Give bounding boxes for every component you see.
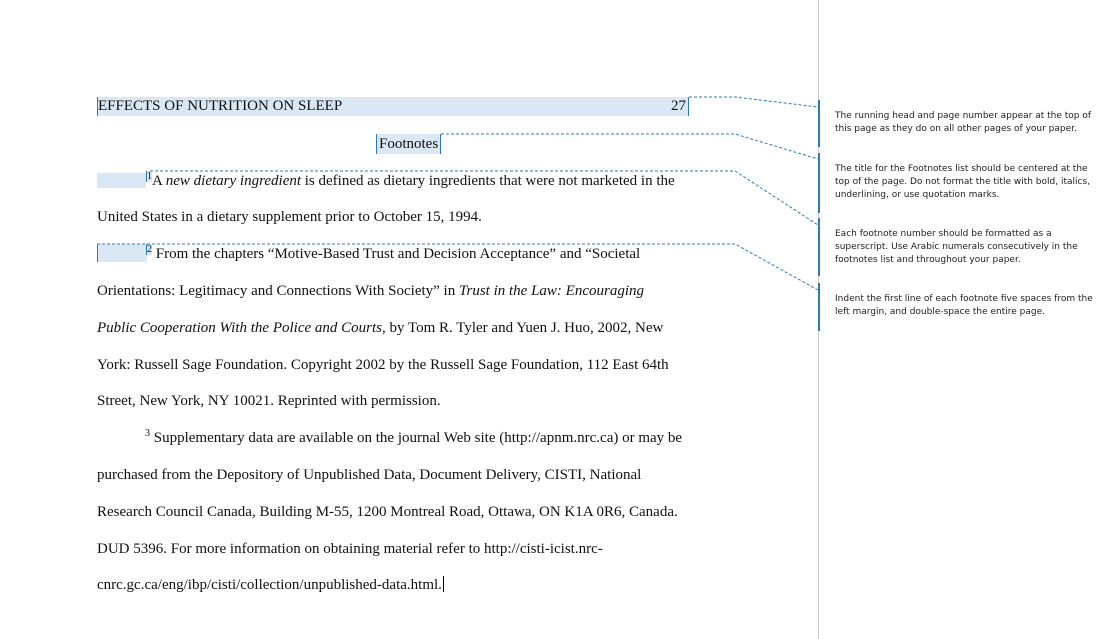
footnote-3-line-1[interactable] (145, 429, 682, 447)
footnote-3-line-4[interactable]: DUD 5396. For more information on obtaining material refer to http://cisti-icist.nrc- (97, 541, 603, 557)
footnote-1-number: 1 (147, 171, 152, 182)
footnote-1-line-1[interactable] (146, 172, 675, 190)
footnote-1-line-2[interactable]: United States in a dietary supplement prior to October 15, 1994. (97, 209, 482, 225)
footnote-1-italic: new dietary ingredient (165, 173, 302, 189)
comment-4-text: Indent the first line of each footnote five spaces from the left margin, and double-space the entire page. (835, 294, 1093, 317)
page-number[interactable]: 27 (671, 98, 686, 114)
comment-superscript[interactable] (818, 218, 1103, 276)
running-head-text[interactable]: EFFECTS OF NUTRITION ON SLEEP (98, 98, 343, 114)
footnote-2-number: 2 (147, 244, 152, 255)
comment-1-text: The running head and page number appear at the top of this page as they do on all other pages of your paper. (835, 111, 1092, 134)
footnote-2-line-2[interactable] (97, 282, 644, 300)
footnote-1-post: is defined as dietary ingredients that were not marketed in the (301, 173, 675, 189)
footnote-2-line-1-text: From the chapters “Motive-Based Trust and Decision Acceptance” and “Societal (155, 246, 641, 262)
footnote-2-line-2-italic: Trust in the Law: Encouraging (458, 283, 644, 299)
running-head[interactable] (97, 97, 689, 116)
indent-highlight-1 (97, 173, 146, 188)
comment-footnotes-title[interactable] (818, 153, 1103, 213)
footnote-3-line-5[interactable] (97, 576, 444, 594)
comment-running-head[interactable] (818, 100, 1103, 147)
footnote-2-line-3[interactable] (97, 319, 663, 337)
footnote-2-line-3-post: , by Tom R. Tyler and Yuen J. Huo, 2002, New (381, 320, 664, 336)
footnote-2-line-1[interactable] (146, 245, 640, 263)
footnote-3-line-2[interactable]: purchased from the Depository of Unpublished Data, Document Delivery, CISTI, National (97, 467, 642, 483)
footnote-3-line-3[interactable]: Research Council Canada, Building M-55, 1200 Montreal Road, Ottawa, ON K1A 0R6, Canada. (97, 504, 678, 520)
footnote-2-line-4[interactable]: York: Russell Sage Foundation. Copyright 2002 by the Russell Sage Foundation, 112 East 64th (97, 357, 669, 373)
comment-2-text: The title for the Footnotes list should be centered at the top of the page. Do not format the title with bold, italics, underlining, or use quotation marks. (835, 164, 1091, 200)
footnote-2-line-3-italic: Public Cooperation With the Police and Courts (97, 320, 382, 336)
comment-indent[interactable] (818, 283, 1103, 331)
footnote-1-pre: A (152, 173, 166, 189)
footnotes-title[interactable]: Footnotes (376, 134, 441, 154)
footnote-2-line-2-pre: Orientations: Legitimacy and Connections With Society” in (97, 283, 459, 299)
footnote-3-line-5-text: cnrc.gc.ca/eng/ibp/cisti/collection/unpublished-data.html. (97, 577, 442, 593)
comment-3-text: Each footnote number should be formatted as a superscript. Use Arabic numerals consecutively in the footnotes list and throughout your paper. (835, 229, 1078, 265)
footnote-2-line-5[interactable]: Street, New York, NY 10021. Reprinted with permission. (97, 393, 441, 409)
footnote-3-number: 3 (145, 428, 150, 439)
indent-highlight-2 (97, 244, 147, 262)
text-cursor (443, 576, 444, 592)
footnote-3-line-1-text: Supplementary data are available on the journal Web site (http://apnm.nrc.ca) or may be (153, 430, 683, 446)
